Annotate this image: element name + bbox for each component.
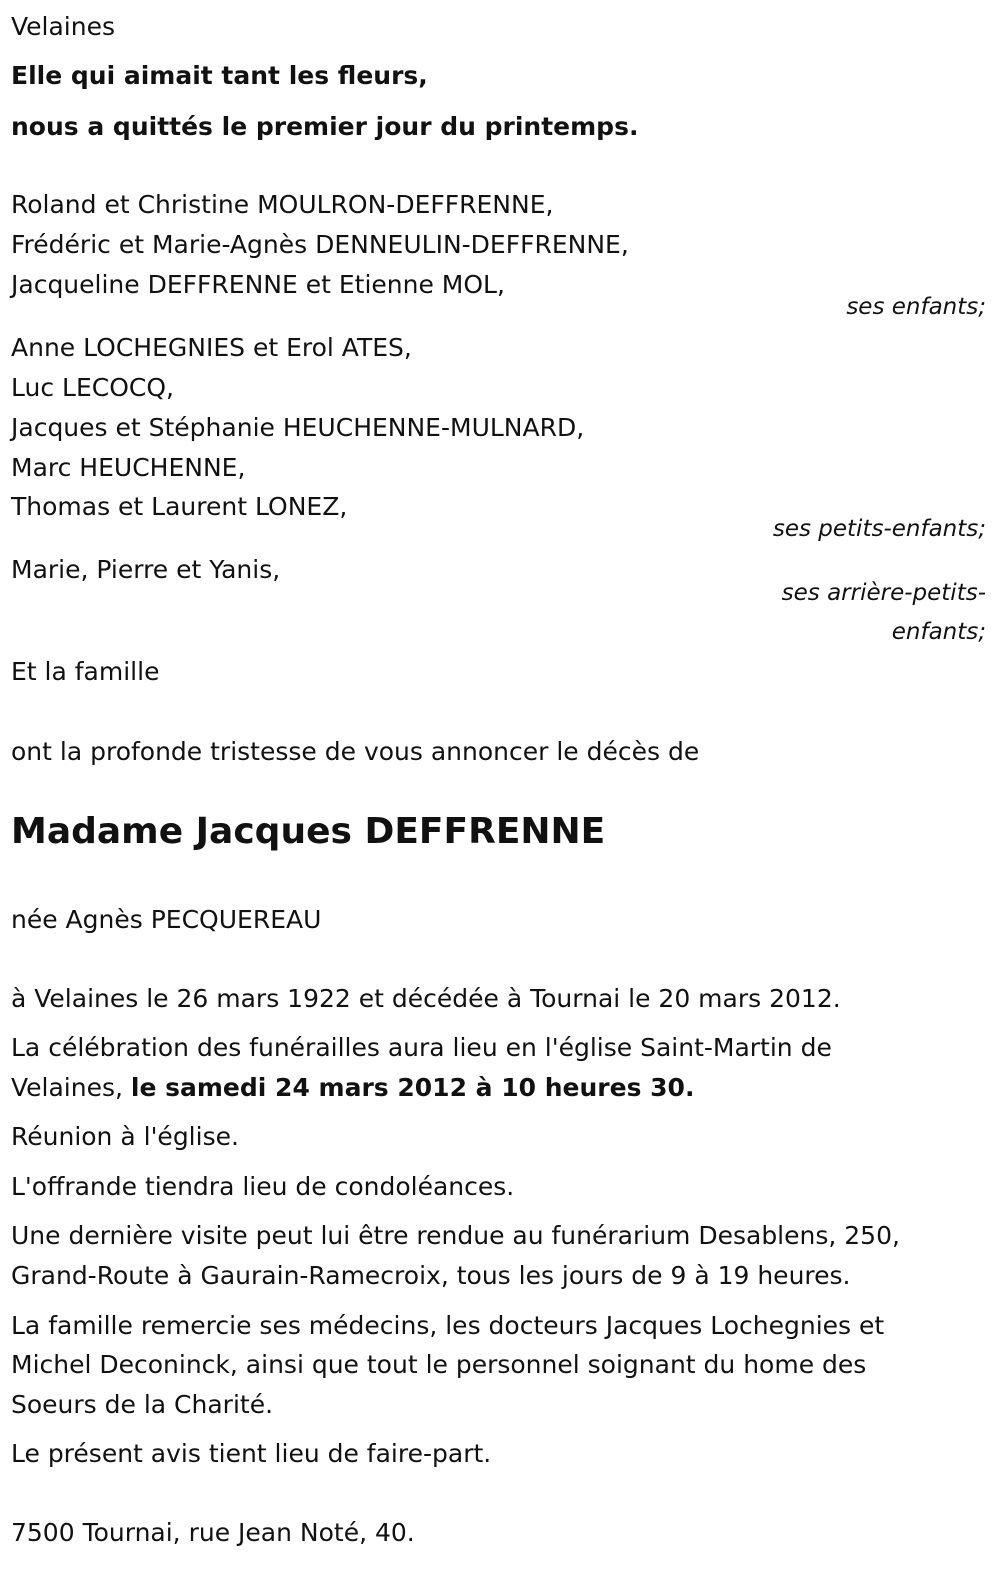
funeral-info: La célébration des funérailles aura lieu en l'église Saint-Martin de [11, 1033, 832, 1062]
announcement: ont la profonde tristesse de vous annoncer le décès de [11, 737, 700, 766]
grandchildren-name: Marc HEUCHENNE, [11, 453, 246, 482]
funeral-location: Velaines, [11, 1073, 123, 1102]
offering-info: L'offrande tiendra lieu de condoléances. [11, 1172, 515, 1201]
maiden-name: née Agnès PECQUEREAU [11, 905, 322, 934]
children-role: ses enfants; [846, 294, 986, 320]
children-name: Frédéric et Marie-Agnès DENNEULIN-DEFFRENNE, [11, 230, 629, 259]
grandchildren-name: Anne LOCHEGNIES et Erol ATES, [11, 333, 412, 362]
visit-info: Une dernière visite peut lui être rendue au funérarium Desablens, 250, [11, 1221, 900, 1250]
address: 7500 Tournai, rue Jean Noté, 40. [11, 1518, 415, 1547]
epitaph-line: Elle qui aimait tant les fleurs, [11, 61, 428, 90]
grandchildren-name: Thomas et Laurent LONEZ, [11, 492, 348, 521]
funeral-date: le samedi 24 mars 2012 à 10 heures 30. [130, 1073, 695, 1102]
place-heading: Velaines [11, 12, 116, 41]
funeral-info [11, 1075, 694, 1100]
visit-info: Grand-Route à Gaurain-Ramecroix, tous les jours de 9 à 19 heures. [11, 1261, 851, 1290]
great-grandchildren-name: Marie, Pierre et Yanis, [11, 555, 281, 584]
notice-line: Le présent avis tient lieu de faire-part. [11, 1439, 492, 1468]
grandchildren-name: Luc LECOCQ, [11, 373, 174, 402]
epitaph-line: nous a quittés le premier jour du printemps. [11, 112, 639, 141]
thanks-info: La famille remercie ses médecins, les docteurs Jacques Lochegnies et [11, 1311, 885, 1340]
thanks-info: Michel Deconinck, ainsi que tout le personnel soignant du home des [11, 1350, 867, 1379]
meeting-info: Réunion à l'église. [11, 1122, 239, 1151]
great-grandchildren-role: ses arrière-petits- [781, 580, 986, 606]
grandchildren-name: Jacques et Stéphanie HEUCHENNE-MULNARD, [11, 413, 585, 442]
great-grandchildren-role: enfants; [891, 619, 986, 645]
birth-death-line: à Velaines le 26 mars 1922 et décédée à Tournai le 20 mars 2012. [11, 984, 841, 1013]
grandchildren-role: ses petits-enfants; [772, 516, 986, 542]
deceased-name: Madame Jacques DEFFRENNE [11, 811, 606, 852]
thanks-info: Soeurs de la Charité. [11, 1390, 274, 1419]
children-name: Jacqueline DEFFRENNE et Etienne MOL, [11, 270, 505, 299]
children-name: Roland et Christine MOULRON-DEFFRENNE, [11, 190, 554, 219]
family-line: Et la famille [11, 657, 160, 686]
